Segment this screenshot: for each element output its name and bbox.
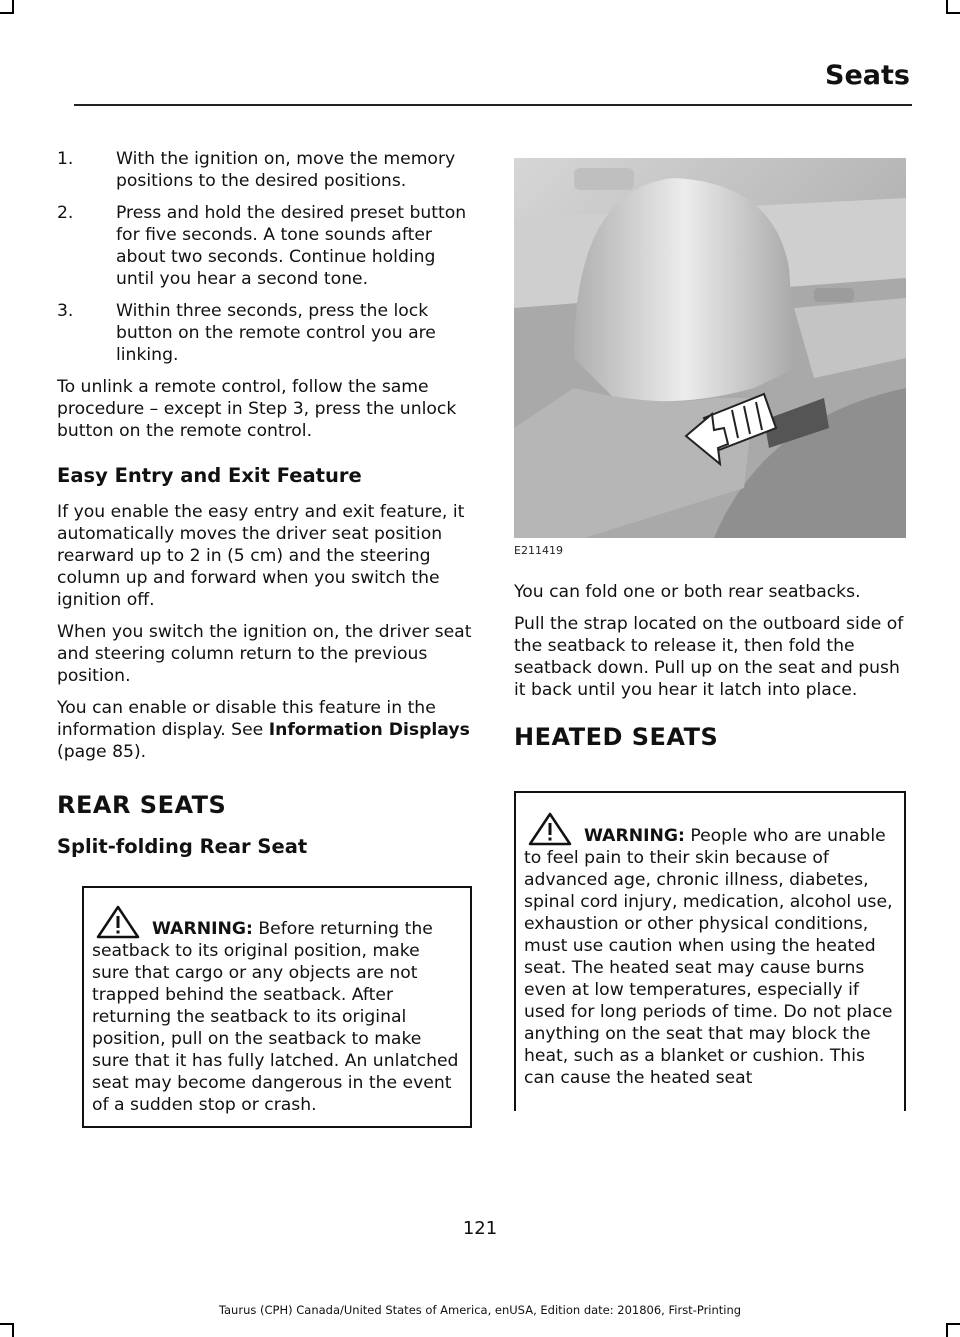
step-number: 2. (57, 203, 74, 223)
text: You can enable or disable this feature in the information display. See (57, 698, 436, 740)
step-list (57, 148, 475, 366)
easy-entry-paragraph: If you enable the easy entry and exit feature, it automatically moves the driver seat position rearward up to 2 in (5 cm) and the steering column up and forward when you switch the ignition off. (57, 502, 465, 610)
figure-code: E211419 (514, 544, 563, 557)
page-number: 121 (462, 1218, 498, 1239)
list-item (57, 148, 475, 192)
unlink-paragraph: To unlink a remote control, follow the same procedure – except in Step 3, press the unlock button on the remote control. (57, 377, 457, 441)
crop-mark (946, 1323, 948, 1337)
rear-seats-heading: REAR SEATS (57, 791, 227, 819)
text: (page 85). (57, 742, 147, 762)
step-text: With the ignition on, move the memory positions to the desired positions. (116, 149, 456, 191)
step-text: Within three seconds, press the lock button on the remote control you are linking. (116, 301, 436, 365)
split-folding-heading: Split-folding Rear Seat (57, 835, 308, 858)
seat-strap-image (514, 158, 906, 538)
cross-reference-link[interactable]: Information Displays (268, 720, 470, 740)
warning-box (82, 886, 472, 1128)
easy-entry-heading: Easy Entry and Exit Feature (57, 464, 362, 487)
step-number: 1. (57, 149, 74, 169)
easy-entry-paragraph (57, 697, 475, 763)
warning-triangle-icon (94, 904, 146, 940)
fold-paragraph: Pull the strap located on the outboard side of the seatback to release it, then fold the seatback down. Pull up on the seat and push it back until you hear it latch into place. (514, 614, 904, 700)
warning-label: WARNING: (584, 826, 685, 846)
fold-paragraph: You can fold one or both rear seatbacks. (514, 582, 861, 602)
list-item (57, 202, 475, 290)
crop-mark (946, 12, 960, 14)
footer-edition: Taurus (CPH) Canada/United States of America, enUSA, Edition date: 201806, First-Printing (218, 1303, 742, 1317)
right-column (514, 158, 906, 1111)
rear-seat-illustration (514, 158, 906, 538)
easy-entry-paragraph: When you switch the ignition on, the driver seat and steering column return to the previous position. (57, 622, 472, 686)
crop-mark (946, 1323, 960, 1325)
page-title: Seats (825, 60, 910, 91)
step-text: Press and hold the desired preset button for five seconds. A tone sounds after about two seconds. Continue holding until you hear a second tone. (116, 203, 467, 289)
crop-mark (12, 1323, 14, 1337)
header-divider (74, 104, 912, 106)
warning-label: WARNING: (152, 919, 253, 939)
crop-mark (0, 1323, 14, 1325)
warning-box (514, 791, 906, 1111)
heated-seats-heading: HEATED SEATS (514, 723, 719, 751)
left-column (57, 148, 475, 1128)
crop-mark (0, 12, 14, 14)
list-item (57, 300, 475, 366)
warning-text: People who are unable to feel pain to their skin because of advanced age, chronic illness, diabetes, spinal cord injury, medication, alcohol use, exhaustion or other physical conditions, must use caution when using the heated seat. The heated seat may cause burns even at low temperatures, especially if used for long periods of time. Do not place anything on the seat that may block the heat, such as a blanket or cushion. This can cause the heated seat (524, 826, 893, 1088)
warning-text: Before returning the seatback to its original position, make sure that cargo or any objects are not trapped behind the seatback. After returning the seatback to its original position, pull on the seatback to make sure that it has fully latched. An unlatched seat may become dangerous in the event of a sudden stop or crash. (92, 919, 459, 1115)
step-number: 3. (57, 301, 74, 321)
warning-triangle-icon (526, 811, 578, 847)
